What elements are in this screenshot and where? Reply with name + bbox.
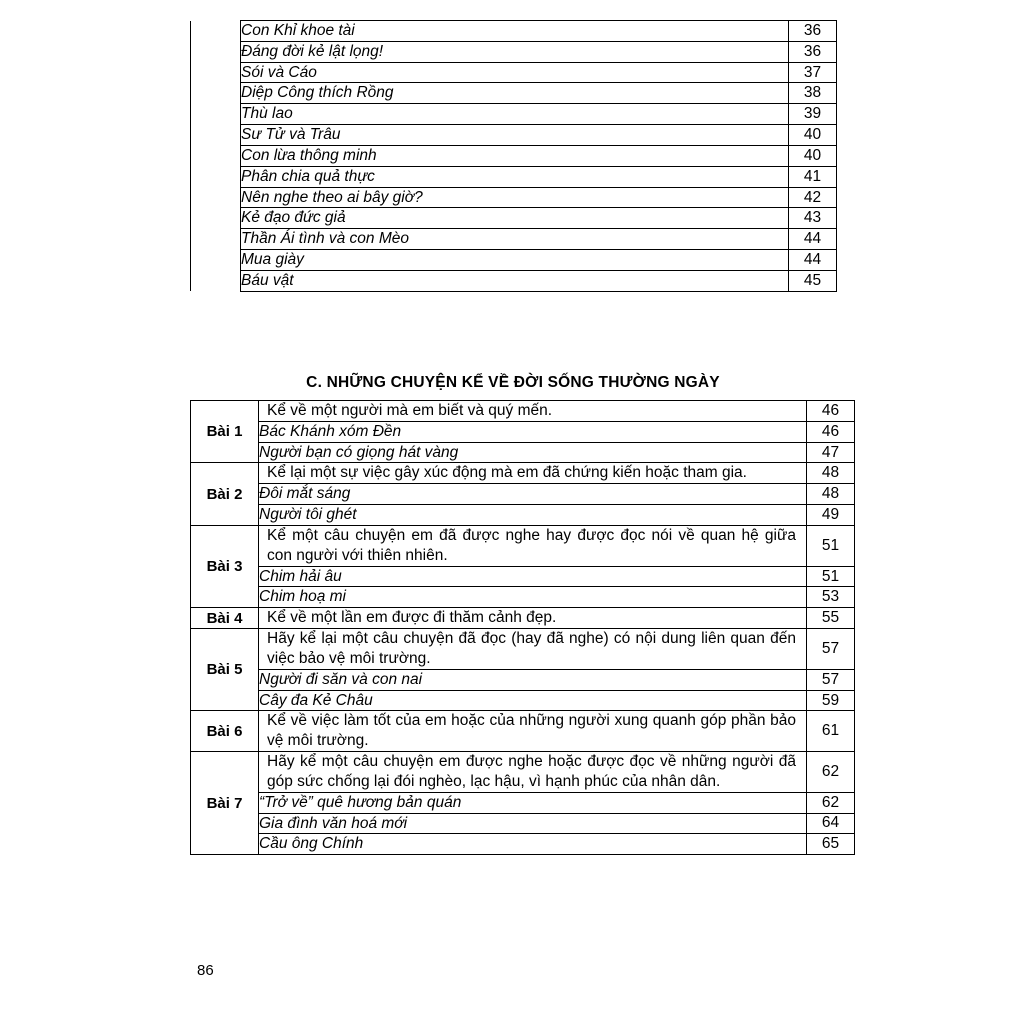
entry-title: Hãy kể lại một câu chuyện đã đọc (hay đã nghe) có nội dung liên quan đến việc bảo vệ môi trường. <box>259 629 807 670</box>
entry-title: Hãy kể một câu chuyện em được nghe hoặc được đọc về những người đã góp sức chống lại đói nghèo, lạc hậu, vì hạnh phúc của nhân dân. <box>259 752 807 793</box>
table-row <box>191 187 837 208</box>
row-label-spacer <box>191 21 241 292</box>
entry-page-number: 62 <box>807 792 855 813</box>
table-row <box>191 629 855 670</box>
entry-title: Chim hoạ mi <box>259 587 807 608</box>
entry-page-number: 41 <box>789 166 837 187</box>
entry-title: Mua giày <box>241 250 789 271</box>
entry-title: Cây đa Kẻ Châu <box>259 690 807 711</box>
entry-page-number: 40 <box>789 125 837 146</box>
table-row <box>191 752 855 793</box>
entry-title: Kẻ đạo đức giả <box>241 208 789 229</box>
table-row <box>191 813 855 834</box>
entry-title: Người bạn có giọng hát vàng <box>259 442 807 463</box>
entry-title: Chim hải âu <box>259 566 807 587</box>
entry-page-number: 44 <box>789 250 837 271</box>
entry-title: Con lừa thông minh <box>241 145 789 166</box>
table-row <box>191 525 855 566</box>
entry-title: Con Khỉ khoe tài <box>241 21 789 42</box>
entry-page-number: 51 <box>807 566 855 587</box>
entry-title: Diệp Công thích Rồng <box>241 83 789 104</box>
entry-page-number: 57 <box>807 629 855 670</box>
entry-title: Kể về một người mà em biết và quý mến. <box>259 401 807 422</box>
entry-page-number: 48 <box>807 463 855 484</box>
entry-page-number: 65 <box>807 834 855 855</box>
entry-page-number: 36 <box>789 41 837 62</box>
lesson-label: Bài 3 <box>191 525 259 607</box>
lesson-label: Bài 4 <box>191 608 259 629</box>
entry-page-number: 53 <box>807 587 855 608</box>
page-number: 86 <box>197 962 214 979</box>
entry-page-number: 55 <box>807 608 855 629</box>
table-row <box>191 208 837 229</box>
entry-title: Thù lao <box>241 104 789 125</box>
entry-page-number: 42 <box>789 187 837 208</box>
table-row <box>191 104 837 125</box>
entry-page-number: 38 <box>789 83 837 104</box>
entry-page-number: 46 <box>807 421 855 442</box>
table-row <box>191 250 837 271</box>
entry-title: Đôi mắt sáng <box>259 484 807 505</box>
entry-page-number: 45 <box>789 270 837 291</box>
entry-page-number: 49 <box>807 505 855 526</box>
table-row <box>191 401 855 422</box>
lesson-label: Bài 1 <box>191 401 259 463</box>
entry-title: Bác Khánh xóm Đền <box>259 421 807 442</box>
lesson-label: Bài 6 <box>191 711 259 752</box>
entry-title: Người tôi ghét <box>259 505 807 526</box>
table-row <box>191 166 837 187</box>
entry-page-number: 40 <box>789 145 837 166</box>
entry-page-number: 48 <box>807 484 855 505</box>
entry-title: Sư Tử và Trâu <box>241 125 789 146</box>
entry-title: Sói và Cáo <box>241 62 789 83</box>
table-row <box>191 41 837 62</box>
table-row <box>191 229 837 250</box>
lesson-label: Bài 5 <box>191 629 259 711</box>
lesson-label: Bài 2 <box>191 463 259 525</box>
section-heading: C. NHỮNG CHUYỆN KỂ VỀ ĐỜI SỐNG THƯỜNG NGÀY <box>306 374 720 391</box>
entry-title: Kể về việc làm tốt của em hoặc của những người xung quanh góp phần bảo vệ môi trường. <box>259 711 807 752</box>
entry-page-number: 37 <box>789 62 837 83</box>
table-row <box>191 442 855 463</box>
lessons-table-container <box>190 400 855 855</box>
table-row <box>191 669 855 690</box>
entry-title: Nên nghe theo ai bây giờ? <box>241 187 789 208</box>
entry-page-number: 46 <box>807 401 855 422</box>
entry-title: Cầu ông Chính <box>259 834 807 855</box>
entry-page-number: 61 <box>807 711 855 752</box>
entry-page-number: 59 <box>807 690 855 711</box>
entry-page-number: 39 <box>789 104 837 125</box>
entry-page-number: 51 <box>807 525 855 566</box>
table-row <box>191 421 855 442</box>
table-row <box>191 711 855 752</box>
entry-title: Kể một câu chuyện em đã được nghe hay được đọc nói về quan hệ giữa con người với thiên nhiên. <box>259 525 807 566</box>
entry-page-number: 43 <box>789 208 837 229</box>
table-row <box>191 792 855 813</box>
table-row <box>191 505 855 526</box>
entry-title: Người đi săn và con nai <box>259 669 807 690</box>
entry-title: Kể về một lần em được đi thăm cảnh đẹp. <box>259 608 807 629</box>
table-row <box>191 484 855 505</box>
entry-title: “Trở về” quê hương bản quán <box>259 792 807 813</box>
table-row <box>191 566 855 587</box>
entry-page-number: 44 <box>789 229 837 250</box>
entry-page-number: 47 <box>807 442 855 463</box>
table-row <box>191 21 837 42</box>
table-row <box>191 690 855 711</box>
table-row <box>191 608 855 629</box>
table-row <box>191 587 855 608</box>
table-row <box>191 270 837 291</box>
entry-title: Đáng đời kẻ lật lọng! <box>241 41 789 62</box>
entry-title: Báu vật <box>241 270 789 291</box>
table-row <box>191 62 837 83</box>
entry-title: Thần Ái tình và con Mèo <box>241 229 789 250</box>
stories-table <box>190 20 837 292</box>
table-row <box>191 834 855 855</box>
entry-title: Kể lại một sự việc gây xúc động mà em đã chứng kiến hoặc tham gia. <box>259 463 807 484</box>
entry-page-number: 64 <box>807 813 855 834</box>
table-row <box>191 83 837 104</box>
entry-title: Phân chia quả thực <box>241 166 789 187</box>
entry-page-number: 36 <box>789 21 837 42</box>
table-row <box>191 463 855 484</box>
table-row <box>191 125 837 146</box>
stories-table-container <box>190 20 837 292</box>
entry-title: Gia đình văn hoá mới <box>259 813 807 834</box>
entry-page-number: 57 <box>807 669 855 690</box>
lesson-label: Bài 7 <box>191 752 259 855</box>
table-row <box>191 145 837 166</box>
lessons-table <box>190 400 855 855</box>
entry-page-number: 62 <box>807 752 855 793</box>
